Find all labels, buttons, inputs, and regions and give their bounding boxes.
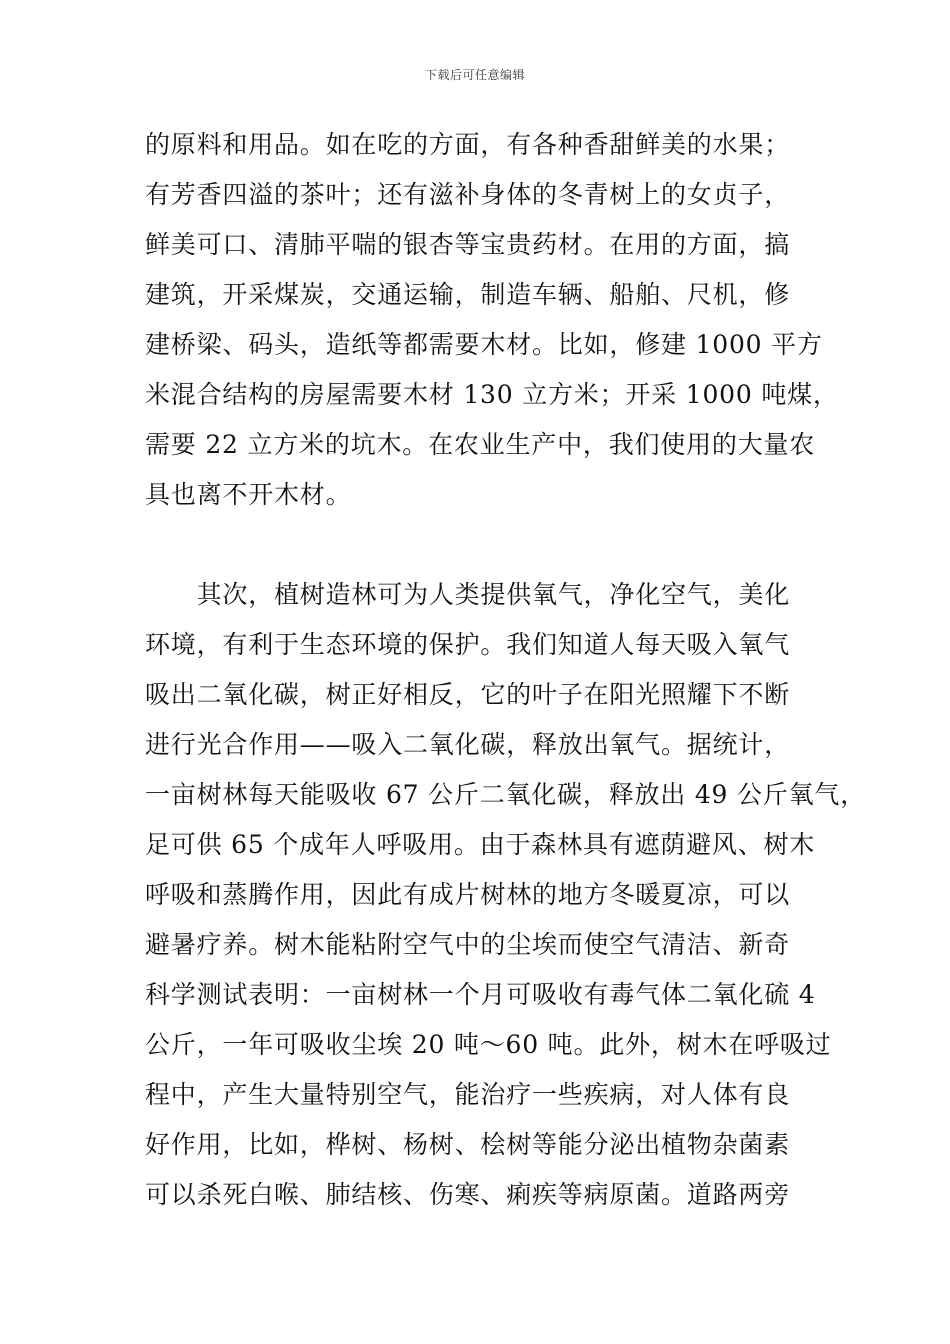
text-line: 具也离不开木材。 [145,480,352,509]
text-line: 的原料和用品。如在吃的方面，有各种香甜鲜美的水果； [145,130,791,159]
text-line: 呼吸和蒸腾作用，因此有成片树林的地方冬暖夏凉，可以 [145,880,791,909]
paragraph-1 [145,120,839,520]
text-line: 需要 22 立方米的坑木。在农业生产中，我们使用的大量农 [145,430,816,459]
text-line: 足可供 65 个成年人呼吸用。由于森林具有遮荫避风、树木 [145,830,816,859]
document-body [145,120,867,1220]
text-line: 科学测试表明：一亩树林一个月可吸收有毒气体二氧化硫 4 [145,980,816,1009]
text-line: 一亩树林每天能吸收 67 公斤二氧化碳，释放出 49 公斤氧气， [145,780,867,809]
text-line: 其次，植树造林可为人类提供氧气，净化空气，美化 [145,580,791,609]
text-line: 进行光合作用——吸入二氧化碳，释放出氧气。据统计， [145,730,791,759]
paragraph-2 [145,570,867,1220]
text-line: 有芳香四溢的茶叶；还有滋补身体的冬青树上的女贞子， [145,180,791,209]
text-line: 鲜美可口、清肺平喘的银杏等宝贵药材。在用的方面，搞 [145,230,791,259]
page-header: 下载后可任意编辑 [424,68,525,82]
text-line: 吸出二氧化碳，树正好相反，它的叶子在阳光照耀下不断 [145,680,791,709]
text-line: 建桥梁、码头，造纸等都需要木材。比如，修建 1000 平方 [145,330,823,359]
paragraph-gap [145,520,835,570]
text-line: 环境，有利于生态环境的保护。我们知道人每天吸入氧气 [145,630,791,659]
text-line: 程中，产生大量特别空气，能治疗一些疾病，对人体有良 [145,1080,791,1109]
text-line: 建筑，开采煤炭，交通运输，制造车辆、船舶、尺机，修 [145,280,791,309]
text-line: 可以杀死白喉、肺结核、伤寒、痢疾等病原菌。道路两旁 [145,1180,791,1209]
text-line: 米混合结构的房屋需要木材 130 立方米；开采 1000 吨煤， [145,380,839,409]
text-line: 避暑疗养。树木能粘附空气中的尘埃而使空气清洁、新奇 [145,930,791,959]
text-line: 公斤，一年可吸收尘埃 20 吨～60 吨。此外，树木在呼吸过 [145,1030,832,1059]
text-line: 好作用，比如，桦树、杨树、桧树等能分泌出植物杂菌素 [145,1130,791,1159]
